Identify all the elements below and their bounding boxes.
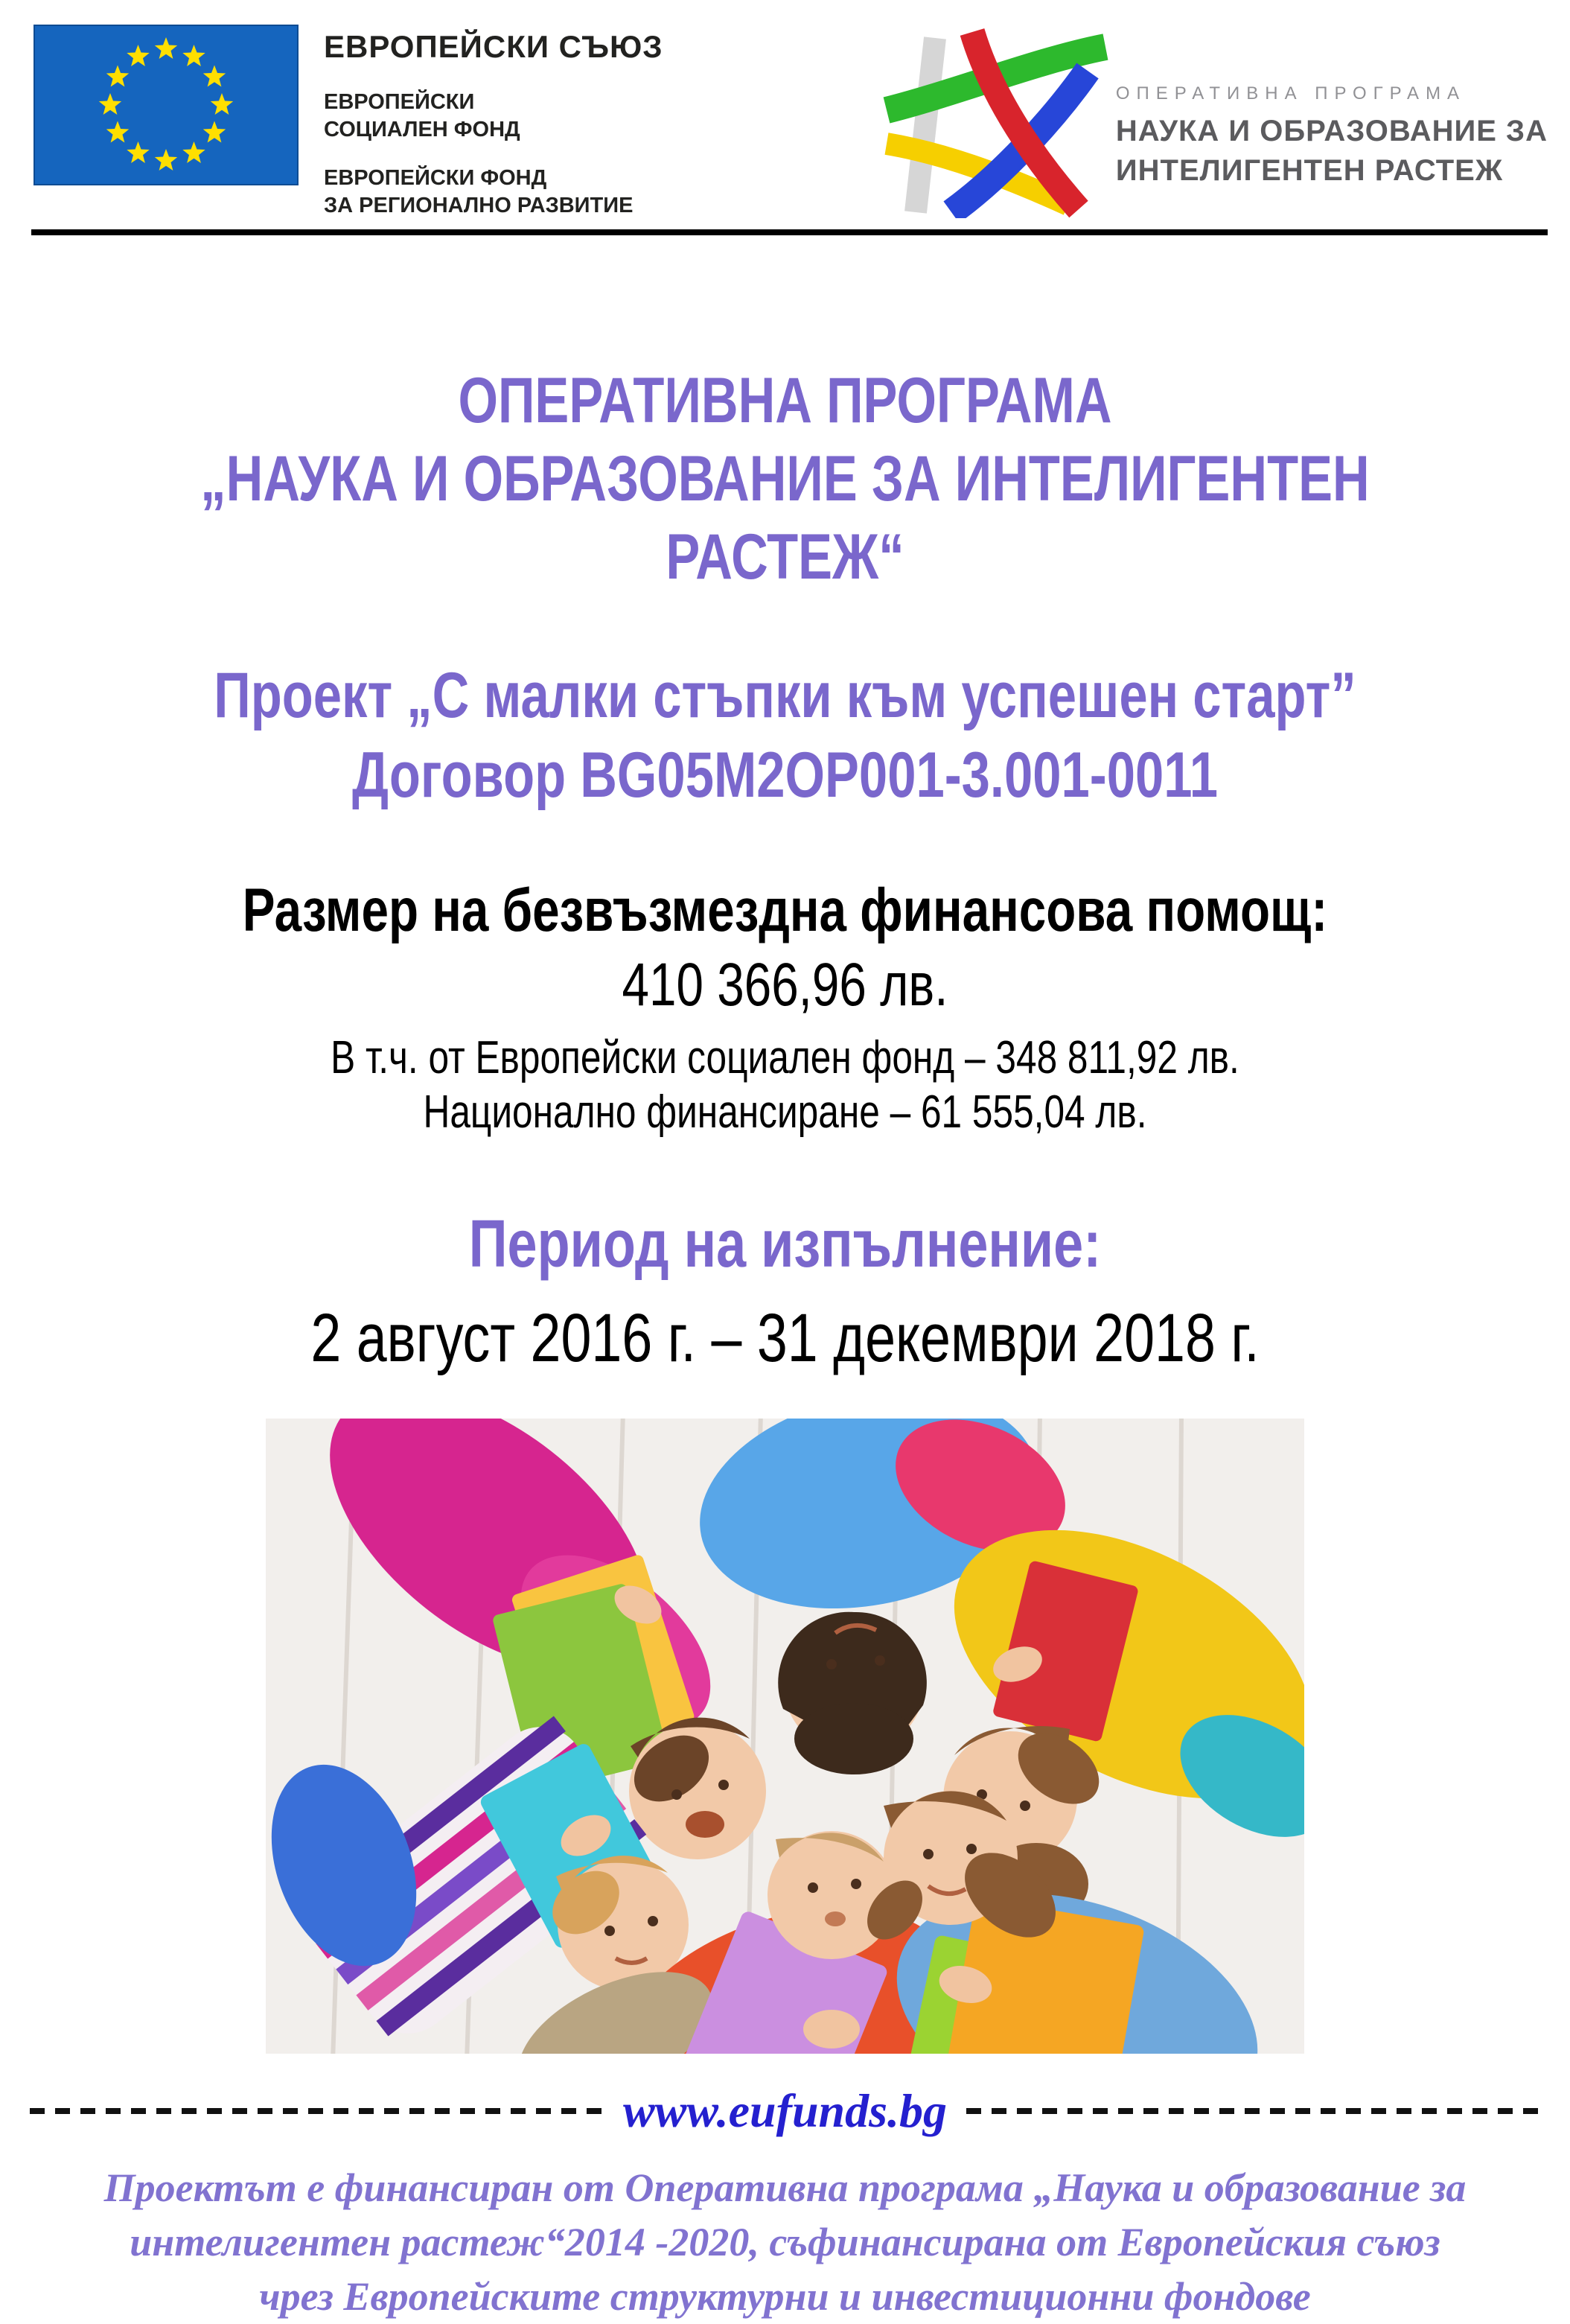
op-logo-text (1116, 57, 1548, 191)
main-content (157, 362, 1413, 1378)
header-divider (31, 229, 1548, 235)
disclaimer-line-3: чрез Европейските структурни и инвестиционни фондове (259, 2273, 1311, 2319)
children-photo (266, 1419, 1304, 2054)
eufunds-divider (30, 2083, 1540, 2139)
eufunds-link[interactable]: www.eufunds.bg (622, 2084, 948, 2138)
period-section (157, 1206, 1413, 1378)
grant-breakdown (157, 1031, 1413, 1139)
dashed-line-right (966, 2108, 1540, 2114)
grant-esf-line: В т.ч. от Европейски социален фонд – 348 811,92 лв. (331, 1031, 1239, 1083)
op-program-title: НАУКА И ОБРАЗОВАНИЕ ЗА ИНТЕЛИГЕНТЕН РАСТЕЖ (1115, 114, 1548, 187)
project-title (157, 656, 1413, 816)
grant-heading: Размер на безвъзмездна финансова помощ: (242, 876, 1328, 944)
grant-section (157, 876, 1413, 1139)
funding-disclaimer (0, 2161, 1570, 2324)
op-ribbons-icon (881, 25, 1111, 222)
grant-amount: 410 366,96 лв. (622, 950, 948, 1019)
eu-union-title: ЕВРОПЕЙСКИ СЪЮЗ (324, 29, 663, 64)
period-value: 2 август 2016 г. – 31 декември 2018 г. (310, 1300, 1260, 1377)
op-program-small-title: ОПЕРАТИВНА ПРОГРАМА (1115, 83, 1467, 104)
grant-national-line: Национално финансиране – 61 555,04 лв. (423, 1086, 1147, 1138)
dashed-line-left (30, 2108, 604, 2114)
disclaimer-line-1: Проектът е финансиран от Оперативна програма „Наука и образование за (103, 2165, 1467, 2211)
project-name: Проект „С малки стъпки към успешен старт” (214, 659, 1356, 731)
eu-funds-labels (324, 25, 663, 220)
esf-label: ЕВРОПЕЙСКИ СОЦИАЛЕН ФОНД (324, 90, 520, 142)
erdf-label: ЕВРОПЕЙСКИ ФОНД ЗА РЕГИОНАЛНО РАЗВИТИЕ (324, 166, 634, 218)
header (0, 0, 1570, 222)
program-title: ОПЕРАТИВНА ПРОГРАМА „НАУКА И ОБРАЗОВАНИЕ ЗА ИНТЕЛИГЕНТЕН РАСТЕЖ“ (200, 365, 1370, 593)
contract-number: Договор BG05M2OP001-3.001-0011 (352, 739, 1218, 812)
disclaimer-line-2: интелигентен растеж“2014 -2020, съфинансирана от Европейския съюз (130, 2219, 1440, 2264)
eu-flag-icon (33, 25, 299, 220)
period-heading: Период на изпълнение: (468, 1207, 1102, 1282)
op-logo-block (881, 25, 1548, 222)
eu-logo-block (33, 25, 663, 220)
